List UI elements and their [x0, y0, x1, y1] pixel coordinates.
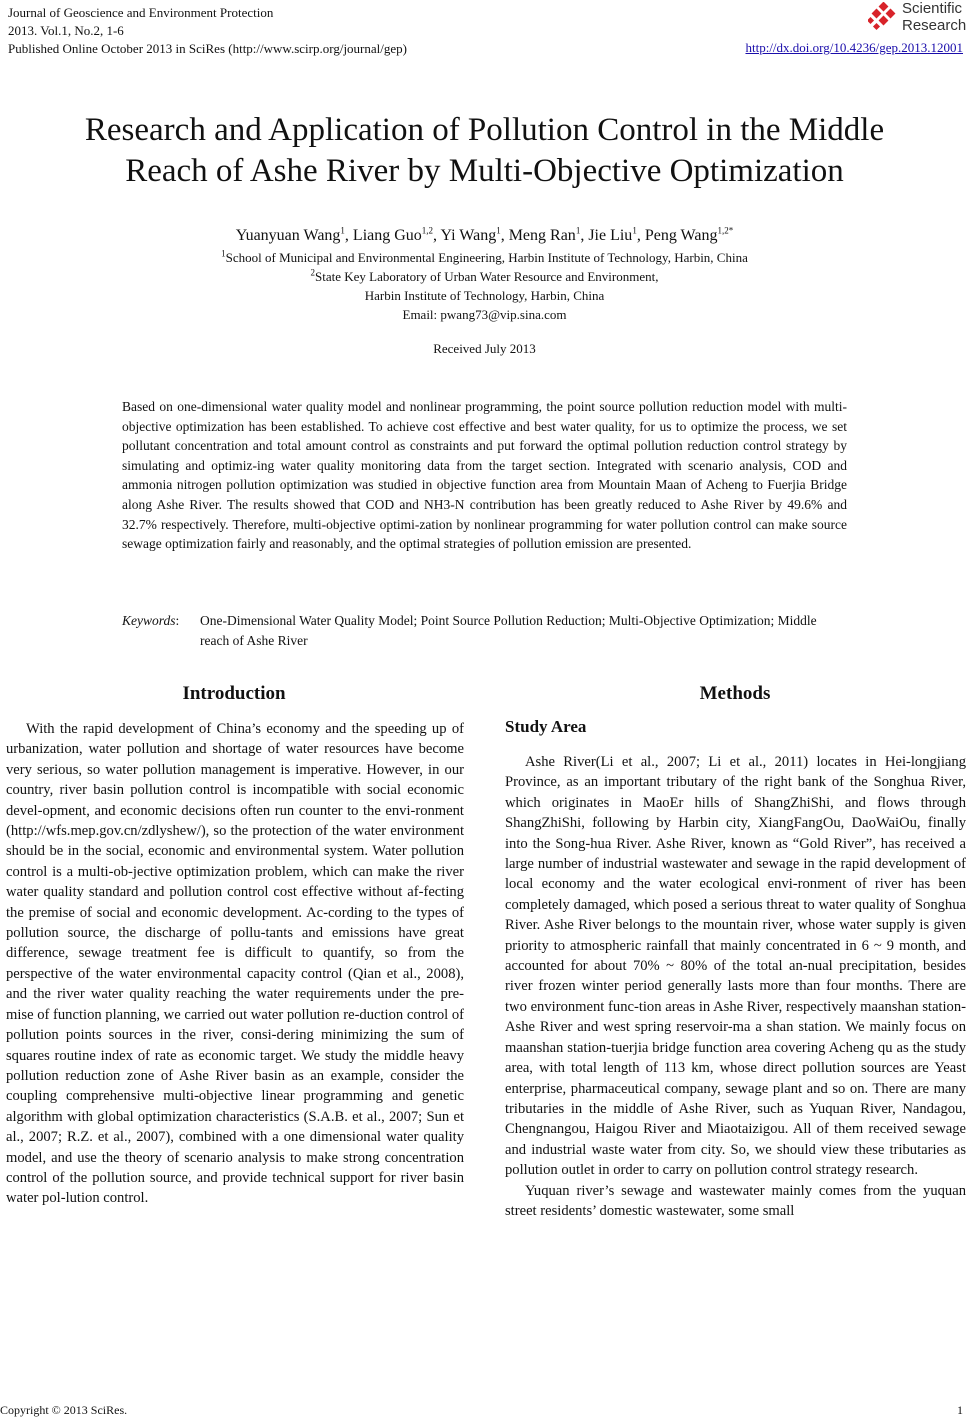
methods-body	[505, 752, 966, 1221]
publication-info: Published Online October 2013 in SciRes (http://www.scirp.org/journal/gep)	[8, 41, 407, 56]
author: Peng Wang$^{1,2*}$	[644, 225, 734, 244]
author-list: Yuanyuan Wang$^1$, Liang Guo$^{1,2}$, Yi Wang$^1$, Meng Ran$^1$, Jie Liu$^1$, Peng Wang$^{1,2*}$	[235, 225, 734, 244]
intro-body	[6, 719, 464, 1209]
author: Jie Liu$^1$	[588, 225, 637, 244]
paper-title: Research and Application of Pollution Control in the Middle Reach of Ashe River by Multi-Objective Optimization	[84, 112, 885, 189]
journal-name: Journal of Geoscience and Environment Protection	[8, 5, 274, 20]
author: Meng Ran$^1$	[508, 225, 581, 244]
author-email: Email: pwang73@vip.sina.com	[402, 307, 567, 322]
journal-header	[8, 4, 407, 58]
journal-volume: 2013. Vol.1, No.2, 1-6	[8, 23, 124, 38]
intro-paragraph: With the rapid development of China’s economy and the speeding up of urbanization, water pollution and shortage of water resources have become very serious, so water pollution management is imperative. However, in our country, river basin pollution control is incompatible with social economic devel-opment, and economic decisions often run counter to the envi-ronment (http://wfs.mep.gov.cn/zdlyshew/), so the protection of the water environment should be in the social, economic and environmental system. Water pollution control is a multi-ob-jective optimization problem, which can make the river water quality standard and pollution control cost effective without af-fecting the premise of social and economic development. Ac-cording to the types of pollution source, the discharge of pollu-tants and emissions have great difference, sewage treatment fee is difficult to quantify, so from the perspective of the water environmental capacity control (Qian et al., 2008), and the river water quality reaching the water requirements under the pre-mise of function planning, we carried out water pollution re-duction control of pollution points sources in the river, consi-dering minimizing the sum of squares routine index of rate as economic target. We study the middle heavy pollution reduction zone of Ashe River basin as an example, consider the coupling comprehensive multi-objective linear programming and genetic algorithm with global optimization characteristics (S.A.B. et al., 2007; Sun et al., 2007; R.Z. et al., 2007), combined with a one dimensional water quality model, and use the theory of scenario analysis to make strong concentration control of the pollution source, and provide technical support for river basin water pol-lution control.	[6, 721, 464, 1207]
intro-heading: Introduction	[182, 683, 286, 704]
author: Yi Wang$^1$	[440, 225, 501, 244]
page-number: 1	[957, 1403, 963, 1417]
affiliation-1: $^1$School of Municipal and Environmental Engineering, Harbin Institute of Technology, Harbin, China	[221, 248, 748, 265]
methods-paragraph-2: Yuquan river’s sewage and wastewater mainly comes from the yuquan street residents’ domestic wastewater, some small	[505, 1182, 966, 1219]
logo-text: Scientific Research	[902, 0, 967, 34]
received-date: Received July 2013	[433, 341, 536, 356]
study-area-heading: Study Area	[505, 717, 587, 736]
methods-heading: Methods	[699, 683, 771, 704]
keywords-label: Keywords	[122, 613, 176, 628]
abstract: Based on one-dimensional water quality model and nonlinear programming, the point source pollution reduction model with multi-objective optimization has been established. To achieve cost effective and best water quality, for us to optimize the process, we set pollutant concentration and total amount control as constraints and put forward the optimal pollution reduction control strategy by simulating and optimiz-ing water quality monitoring data from the target section. Integrated with scenario analysis, COD and ammonia nitrogen pollution optimization was studied in objective function area from Mountain Maan of Acheng to Fuerjia Bridge along Ashe River. The results showed that COD and NH3-N contribution has been greatly reduced to Ashe River by 49.6% and 32.7% respectively. Therefore, multi-objective optimi-zation by nonlinear programming for water pollution control can make source sewage optimization fairly and reasonably, and the optimal strategies of pollution emission are presented.	[122, 399, 847, 552]
affiliation-2-line2: Harbin Institute of Technology, Harbin, China	[364, 288, 605, 303]
affiliation-2: $^2$State Key Laboratory of Urban Water Resource and Environment,	[310, 267, 659, 284]
copyright: Copyright © 2013 SciRes.	[0, 1403, 128, 1417]
keywords: Keywords: One-Dimensional Water Quality Model; Point Source Pollution Reduction; Multi-Objective Optimization; Middle reach of Ashe River	[122, 611, 847, 631]
author: Liang Guo$^{1,2}$	[352, 225, 434, 244]
logo-icon	[868, 2, 900, 34]
publisher-logo	[868, 0, 968, 40]
keywords-text: One-Dimensional Water Quality Model; Point Source Pollution Reduction; Multi-Objective Optimization; Middle reach of Ashe River	[200, 613, 817, 648]
doi-link[interactable]: http://dx.doi.org/10.4236/gep.2013.12001	[745, 40, 963, 55]
author: Yuanyuan Wang$^1$	[235, 225, 345, 244]
methods-paragraph-1: Ashe River(Li et al., 2007; Li et al., 2011) locates in Hei-longjiang Province, as an important tributary of the right bank of the Songhua River, which originates in MaoEr hills of ShangZhiShi, and flows through ShangZhiShi, following by Harbin city, XiangFangOu, DaoWaiOu, finally into the Song-hua River. Ashe River, known as “Gold River”, has received a large number of industrial wastewater and sewage in the rapid development of local economy and the water ecological envi-ronment of river has been completely damaged, which posed a serious threat to water quality of Songhua River. Ashe River belongs to the mountain river, whose water supply is given priority to atmospheric rainfall that mainly concentrated in 6 ~ 9 month, and accounted for about 70% ~ 80% of the total an-nual precipitation, besides river frozen winter period generally lasts more than four months. There are two environment func-tion areas in Ashe River, respectively maanshan station-Ashe River and west spring reservoir-ma a shan station. We mainly focus on maanshan station-tuerjia bridge function area covering Acheng qu as the study area, with total length of 113 km, whose direct pollution sources are Yeast enterprise, pharmaceutical company, sewage plant and so on. There are many tributaries in the middle of Ashe River, such as Yuquan River, Nandagou, Chengnangou, Haigou River and Miaotaizigou. All of them received sewage and industrial waste water from city. So, we should view these tributaries as pollution outlet in order to carry on pollution control strategy research.	[505, 754, 966, 1179]
